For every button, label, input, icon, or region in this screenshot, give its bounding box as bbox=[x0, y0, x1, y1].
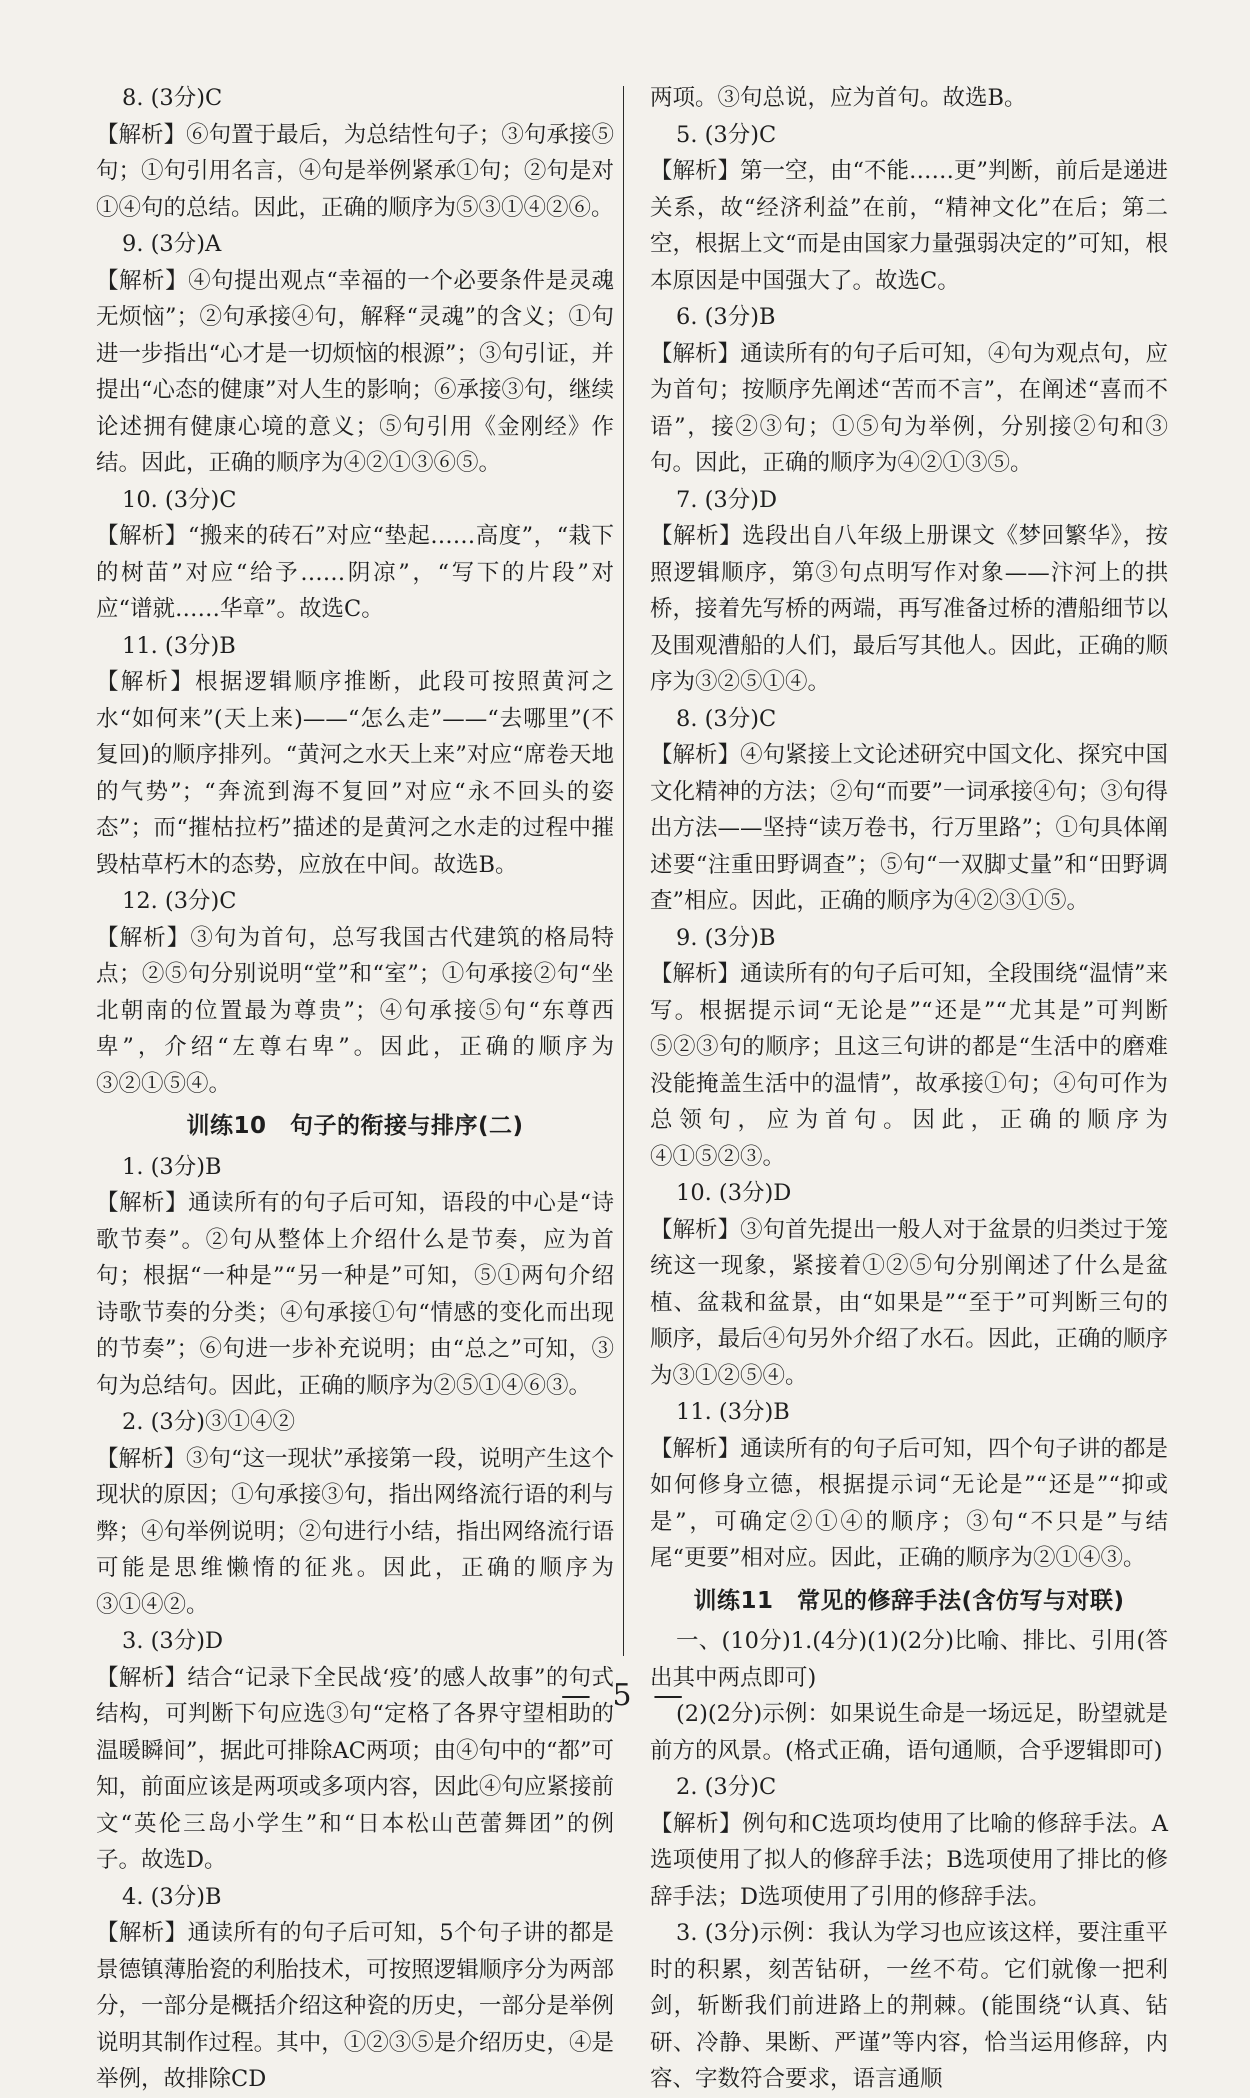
answer-line: 9. (3分)A bbox=[122, 231, 222, 257]
answer-line: 7. (3分)D bbox=[676, 486, 778, 513]
answer-line: 12. (3分)C bbox=[122, 888, 237, 914]
explanation-paragraph: 两项。③句总说，应为首句。故选B。 bbox=[650, 85, 1027, 111]
answer-line: 2. (3分)③①④② bbox=[122, 1409, 295, 1435]
explanation-paragraph: 【解析】③句为首句，总写我国古代建筑的格局特点；②⑤句分别说明“堂”和“室”；①句承接②句“坐北朝南的位置最为尊贵”；④句承接⑤句“东尊西卑”，介绍“左尊右卑”。因此，正确的顺序为③②①⑤④。 bbox=[96, 924, 614, 1097]
explanation-paragraph: 【解析】⑥句置于最后，为总结性句子；③句承接⑤句；①句引用名言，④句是举例紧承①句；②句是对①④句的总结。因此，正确的顺序为⑤③①④②⑥。 bbox=[96, 121, 614, 221]
page-number: — 5 — bbox=[560, 1678, 690, 1713]
explanation-paragraph: 【解析】第一空，由“不能……更”判断，前后是递进关系，故“经济利益”在前，“精神文化”在后；第二空，根据上文“而是由国家力量强弱决定的”可知，根本原因是中国强大了。故选C。 bbox=[650, 158, 1169, 294]
answer-line: 9. (3分)B bbox=[676, 924, 776, 951]
answer-line: (2)(2分)示例：如果说生命是一场远足，盼望就是前方的风景。(格式正确，语句通顺，合乎逻辑即可) bbox=[650, 1701, 1168, 1764]
answer-line: 11. (3分)B bbox=[676, 1399, 790, 1425]
answer-line: 6. (3分)B bbox=[676, 304, 776, 330]
answer-line: 8. (3分)C bbox=[676, 705, 777, 732]
explanation-paragraph: 【解析】③句“这一现状”承接第一段，说明产生这个现状的原因；①句承接③句，指出网络流行语的利与弊；④句举例说明；②句进行小结，指出网络流行语可能是思维懒惰的征兆。因此，正确的顺序为③①④②。 bbox=[96, 1445, 615, 1618]
answer-line: 10. (3分)D bbox=[676, 1180, 792, 1206]
answer-line: 3. (3分)示例：我认为学习也应该这样，要注重平时的积累，刻苦钻研，一丝不苟。它们就像一把利剑，斩断我们前进路上的荆棘。(能围绕“认真、钻研、冷静、果断、严谨”等内容，恰当运用修辞，内容、字数符合要求，语言通顺 bbox=[650, 1920, 1168, 2092]
explanation-paragraph: 【解析】结合“记录下全民战‘疫’的感人故事”的句式结构，可判断下句应选③句“定格了各界守望相助的温暖瞬间”，据此可排除AC两项；由④句中的“都”可知，前面应该是两项或多项内容，因此④句应紧接前文“英伦三岛小学生”和“日本松山芭蕾舞团”的例子。故选D。 bbox=[96, 1664, 614, 1873]
right-column bbox=[650, 80, 1168, 2098]
answer-line: 1. (3分)B bbox=[122, 1153, 222, 1180]
explanation-paragraph: 【解析】通读所有的句子后可知，④句为观点句，应为首句；按顺序先阐述“苦而不言”，在阐述“喜而不语”，接②③句；①⑤句为举例，分别接②句和③句。因此，正确的顺序为④②①③⑤。 bbox=[650, 340, 1168, 476]
explanation-paragraph: 【解析】④句提出观点“幸福的一个必要条件是灵魂无烦恼”；②句承接④句，解释“灵魂”的含义；①句进一步指出“心才是一切烦恼的根源”；③句引证，并提出“心态的健康”对人生的影响；⑥承接③句，继续论述拥有健康心境的意义；⑤句引用《金刚经》作结。因此，正确的顺序为④②①③⑥⑤。 bbox=[96, 267, 615, 476]
column-divider bbox=[623, 86, 624, 1656]
explanation-paragraph: 【解析】通读所有的句子后可知，语段的中心是“诗歌节奏”。②句从整体上介绍什么是节奏，应为首句；根据“一种是”“另一种是”可知，⑤①两句介绍诗歌节奏的分类；④句承接①句“情感的变化而出现的节奏”；⑥句进一步补充说明；由“总之”可知，③句为总结句。因此，正确的顺序为②⑤①④⑥③。 bbox=[96, 1190, 614, 1399]
left-column bbox=[96, 80, 614, 2098]
answer-line: 4. (3分)B bbox=[122, 1883, 222, 1910]
answer-line: 11. (3分)B bbox=[122, 632, 236, 659]
explanation-paragraph: 【解析】③句首先提出一般人对于盆景的归类过于笼统这一现象，紧接着①②⑤句分别阐述了什么是盆植、盆栽和盆景，由“如果是”“至于”可判断三句的顺序，最后④句另外介绍了水石。因此，正确的顺序为③①②⑤④。 bbox=[650, 1216, 1168, 1389]
explanation-paragraph: 【解析】通读所有的句子后可知，四个句子讲的都是如何修身立德，根据提示词“无论是”“还是”“抑或是”，可确定②①④的顺序；③句“不只是”与结尾“更要”相对应。因此，正确的顺序为②①④③。 bbox=[650, 1435, 1168, 1571]
section-heading: 训练11 常见的修辞手法(含仿写与对联) bbox=[693, 1587, 1125, 1614]
answer-line: 10. (3分)C bbox=[122, 486, 237, 513]
answer-line: 一、(10分)1.(4分)(1)(2分)比喻、排比、引用(答出其中两点即可) bbox=[650, 1628, 1168, 1691]
explanation-paragraph: 【解析】通读所有的句子后可知，全段围绕“温情”来写。根据提示词“无论是”“还是”“尤其是”可判断⑤②③句的顺序；且这三句讲的都是“生活中的磨难没能掩盖生活中的温情”，故承接①句；④句可作为总领句，应为首句。因此，正确的顺序为④①⑤②③。 bbox=[650, 961, 1169, 1170]
explanation-paragraph: 【解析】选段出自八年级上册课文《梦回繁华》，按照逻辑顺序，第③句点明写作对象——汴河上的拱桥，接着先写桥的两端，再写准备过桥的漕船细节以及围观漕船的人们，最后写其他人。因此，正确的顺序为③②⑤①④。 bbox=[650, 523, 1168, 695]
answer-line: 5. (3分)C bbox=[676, 121, 777, 148]
explanation-paragraph: 【解析】根据逻辑顺序推断，此段可按照黄河之水“如何来”(天上来)——“怎么走”——“去哪里”(不复回)的顺序排列。“黄河之水天上来”对应“席卷天地的气势”；“奔流到海不复回”对应“永不回头的姿态”；而“摧枯拉朽”描述的是黄河之水走的过程中摧毁枯草朽木的态势，应放在中间。故选B。 bbox=[96, 669, 614, 878]
answer-line: 8. (3分)C bbox=[122, 85, 223, 111]
answer-line: 2. (3分)C bbox=[676, 1774, 777, 1800]
explanation-paragraph: 【解析】例句和C选项均使用了比喻的修辞手法。A选项使用了拟人的修辞手法；B选项使用了排比的修辞手法；D选项使用了引用的修辞手法。 bbox=[650, 1810, 1168, 1910]
section-heading: 训练10 句子的衔接与排序(二) bbox=[186, 1113, 524, 1139]
explanation-paragraph: 【解析】“搬来的砖石”对应“垫起……高度”，“栽下的树苗”对应“给予……阴凉”，“写下的片段”对应“谱就……华章”。故选C。 bbox=[96, 523, 614, 622]
explanation-paragraph: 【解析】④句紧接上文论述研究中国文化、探究中国文化精神的方法；②句“而要”一词承接④句；③句得出方法——坚持“读万卷书，行万里路”；①句具体阐述要“注重田野调查”；⑤句“一双脚丈量”和“田野调查”相应。因此，正确的顺序为④②③①⑤。 bbox=[650, 742, 1169, 914]
explanation-paragraph: 【解析】通读所有的句子后可知，5个句子讲的都是景德镇薄胎瓷的利胎技术，可按照逻辑顺序分为两部分，一部分是概括介绍这种瓷的历史，一部分是举例说明其制作过程。其中，①②③⑤是介绍历史，④是举例，故排除CD bbox=[96, 1920, 614, 2092]
answer-line: 3. (3分)D bbox=[122, 1628, 224, 1654]
